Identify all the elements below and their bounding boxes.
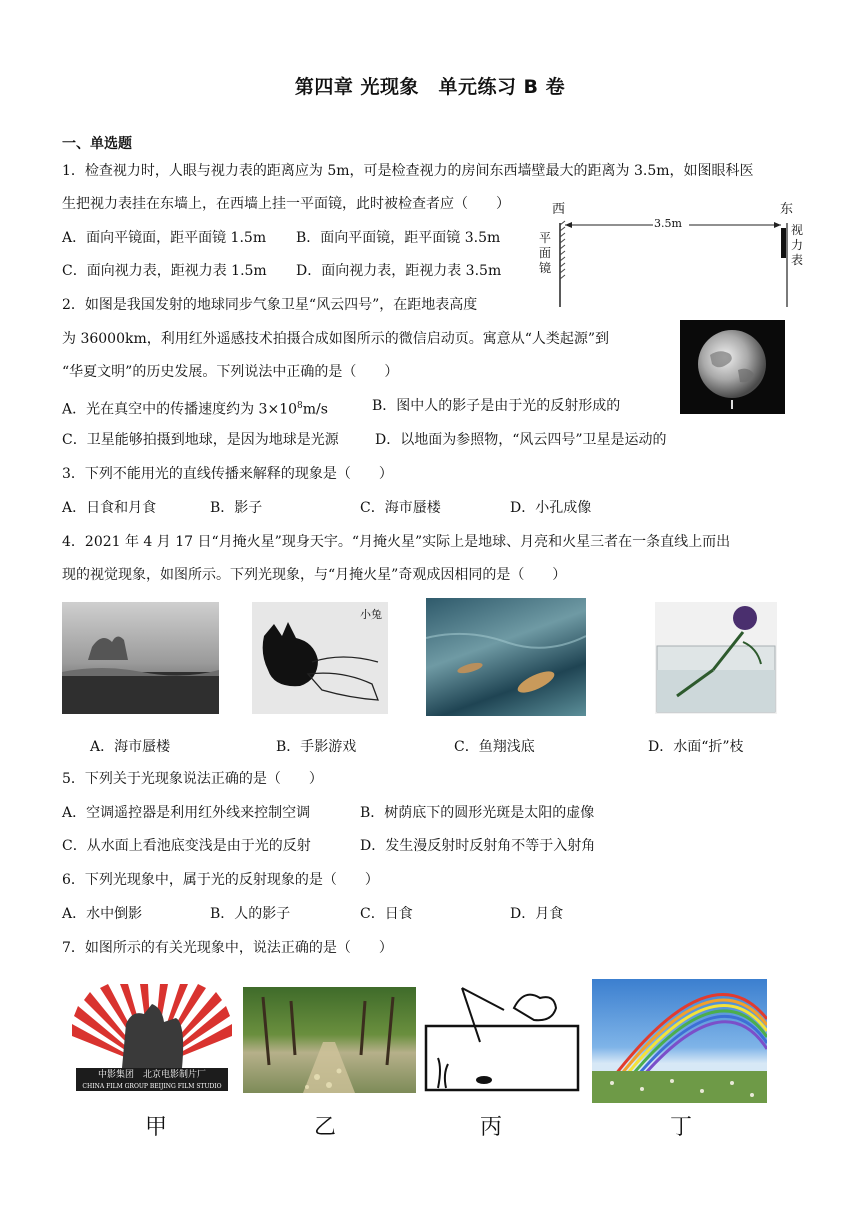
q4-caption-a: A．海市蜃楼 (90, 739, 171, 755)
q1-option-c: C．面向视力表，距视力表 1.5m (62, 263, 267, 279)
q6-option-d: D．月食 (510, 906, 564, 922)
q1-option-a: A．面向平镜面，距平面镜 1.5m (62, 230, 267, 246)
rainbow-image (592, 979, 767, 1103)
fish-graphic (426, 598, 586, 716)
q7-caption-ding: 丁 (670, 1115, 693, 1140)
eye-chart-label: 视力表 (791, 223, 804, 267)
q5-option-d: D．发生漫反射时反射角不等于入射角 (360, 838, 596, 854)
q2-earth-image (680, 320, 785, 414)
q5-option-c: C．从水面上看池底变浅是由于光的反射 (62, 838, 311, 854)
mirage-image (62, 602, 219, 714)
logo-chinese-text: 中影集团 北京电影制片厂 (76, 1068, 228, 1082)
tank-graphic (424, 980, 586, 1094)
fish-image (426, 598, 586, 716)
film-logo-image (72, 984, 232, 1094)
mirror-label: 平面镜 (539, 231, 552, 275)
q3-option-d: D．小孔成像 (510, 500, 592, 516)
bent-branch-image (655, 602, 777, 714)
q1-room-diagram (535, 195, 805, 310)
q2-option-b: B．图中人的影子是由于光的反射形成的 (372, 398, 621, 414)
q6-option-c: C．日食 (360, 906, 413, 922)
q4-stem-line1: 4．2021 年 4 月 17 日“月掩火星”现身天宇。“月掩火星”实际上是地球、月亮和火星三者在一条直线上而出 (62, 534, 731, 550)
distance-label: 3.5m (654, 217, 682, 230)
q4-caption-d: D．水面“折”枝 (648, 739, 744, 755)
q4-stem-line2: 现的视觉现象，如图所示。下列光现象，与“月掩火星”奇观成因相同的是（ ） (62, 567, 567, 583)
q1-stem-line1: 1．检查视力时，人眼与视力表的距离应为 5m，可是检查视力的房间东西墙壁最大的距离为 3.5m，如图眼科医 (62, 163, 754, 179)
tree-path-image (243, 987, 416, 1093)
q4-caption-c: C．鱼翔浅底 (454, 739, 535, 755)
fish-tank-cartoon (424, 980, 586, 1094)
section-heading: 一、单选题 (62, 136, 132, 152)
q6-stem: 6．下列光现象中，属于光的反射现象的是（ ） (62, 872, 379, 888)
hand-shadow-image (252, 602, 388, 714)
q2-stem-line1: 2．如图是我国发射的地球同步气象卫星“风云四号”，在距地表高度 (62, 297, 478, 313)
east-label: 东 (780, 202, 794, 217)
q7-caption-yi: 乙 (314, 1115, 337, 1140)
q2-stem-line3: “华夏文明”的历史发展。下列说法中正确的是（ ） (62, 364, 399, 380)
q3-option-b: B．影子 (210, 500, 263, 516)
logo-english-text: CHINA FILM GROUP BEIJING FILM STUDIO (76, 1082, 228, 1091)
q7-stem: 7．如图所示的有关光现象中，说法正确的是（ ） (62, 940, 393, 956)
q1-option-b: B．面向平面镜，距平面镜 3.5m (296, 230, 501, 246)
glass-graphic (655, 602, 777, 714)
room-lines (535, 195, 805, 310)
rainbow-graphic (592, 979, 767, 1103)
earth-graphic (680, 320, 785, 414)
q5-option-a: A．空调遥控器是利用红外线来控制空调 (62, 805, 311, 821)
q7-caption-bing: 丙 (480, 1115, 503, 1140)
q6-option-a: A．水中倒影 (62, 906, 143, 922)
q4-caption-b: B．手影游戏 (276, 739, 357, 755)
q2-option-a: A．光在真空中的传播速度约为 $3\times 10^8m/s$ (62, 401, 328, 418)
page-title: 第四章 光现象 单元练习 B 卷 (294, 76, 566, 98)
q2-option-d: D．以地面为参照物，“风云四号”卫星是运动的 (375, 432, 667, 448)
q5-stem: 5．下列关于光现象说法正确的是（ ） (62, 771, 323, 787)
q1-option-d: D．面向视力表，距视力表 3.5m (296, 263, 502, 279)
q3-stem: 3．下列不能用光的直线传播来解释的现象是（ ） (62, 466, 393, 482)
sunburst-graphic (72, 984, 232, 1068)
rabbit-caption: 小兔 (360, 608, 382, 621)
q6-option-b: B．人的影子 (210, 906, 291, 922)
q2-option-c: C．卫星能够拍摄到地球，是因为地球是光源 (62, 432, 339, 448)
q7-caption-jia: 甲 (145, 1115, 168, 1140)
q5-option-b: B．树荫底下的圆形光斑是太阳的虚像 (360, 805, 595, 821)
q2-stem-line2: 为 36000km，利用红外遥感技术拍摄合成如图所示的微信启动页。寓意从“人类起源”到 (62, 331, 610, 347)
west-label: 西 (552, 202, 566, 217)
trees-graphic (243, 987, 416, 1093)
q1-stem-line2: 生把视力表挂在东墙上，在西墙上挂一平面镜，此时被检查者应（ ） (62, 196, 510, 212)
q3-option-a: A．日食和月食 (62, 500, 157, 516)
mirage-graphic (62, 602, 219, 714)
q3-option-c: C．海市蜃楼 (360, 500, 441, 516)
